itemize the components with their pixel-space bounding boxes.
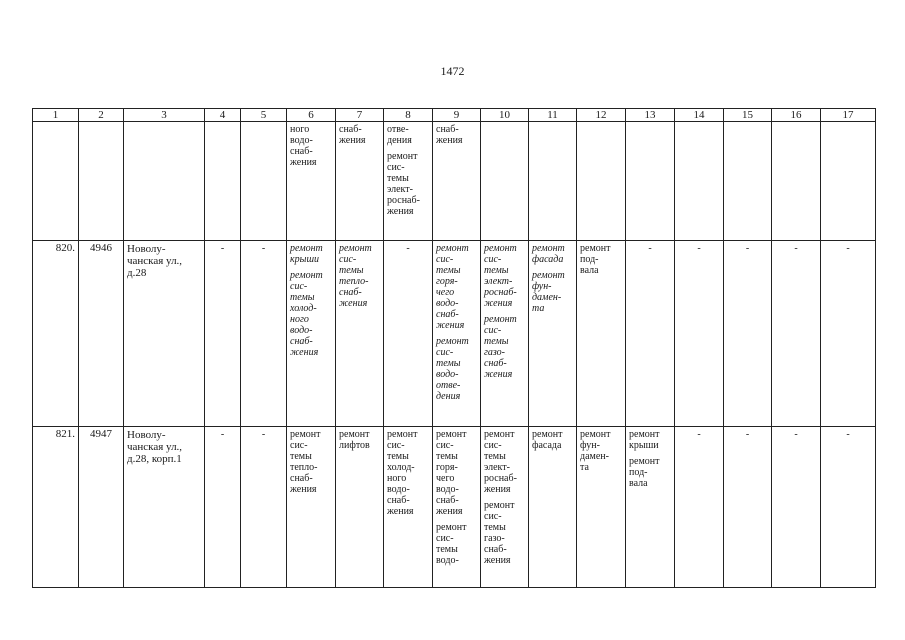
- column-number-row: [33, 109, 876, 122]
- col-header: 6: [287, 109, 336, 122]
- work-cell: [481, 122, 529, 241]
- cell-col15: -: [724, 427, 772, 588]
- work-entry: ремонт фун- дамен- та: [532, 270, 565, 314]
- work-cell: [626, 241, 675, 427]
- work-cell: [287, 241, 336, 427]
- cell-col5: -: [241, 241, 287, 427]
- cell-col15: -: [724, 241, 772, 427]
- address-line: д.28, корп.1: [127, 453, 182, 465]
- col-header: 3: [124, 109, 205, 122]
- repair-schedule-table: [32, 108, 876, 588]
- cell-col14: -: [675, 241, 724, 427]
- work-cell: [384, 427, 433, 588]
- cell-col15: [724, 122, 772, 241]
- address-line: чанская ул.,: [127, 255, 183, 267]
- col-header: 13: [626, 109, 675, 122]
- work-entry: -: [406, 243, 410, 254]
- col-header: 17: [821, 109, 876, 122]
- cell-col4: -: [205, 427, 241, 588]
- work-entry: ремонт фасада: [532, 429, 563, 451]
- work-cell: [529, 241, 577, 427]
- col-header: 8: [384, 109, 433, 122]
- work-cell: [626, 427, 675, 588]
- work-cell: [577, 427, 626, 588]
- work-cell: [577, 122, 626, 241]
- row-number: [33, 122, 79, 241]
- col-header: 10: [481, 109, 529, 122]
- work-cell: [433, 241, 481, 427]
- work-cell: [433, 122, 481, 241]
- cell-col5: -: [241, 427, 287, 588]
- table-row: [33, 427, 876, 588]
- cell-col14: -: [675, 427, 724, 588]
- work-entry: ремонт под- вала: [580, 243, 611, 276]
- work-entry: ремонт крыши: [290, 243, 323, 265]
- building-code: 4946: [79, 241, 124, 427]
- address: [124, 241, 205, 427]
- work-entry: снаб- жения: [436, 124, 463, 146]
- col-header: 14: [675, 109, 724, 122]
- cell-col4: -: [205, 241, 241, 427]
- cell-col4: [205, 122, 241, 241]
- work-entry: ремонт сис- темы горя- чего водо- снаб- жения: [436, 429, 467, 517]
- work-cell: [384, 122, 433, 241]
- building-code: 4947: [79, 427, 124, 588]
- work-entry: ремонт сис- темы водо-: [436, 522, 467, 566]
- work-entry: ремонт фасада: [532, 243, 565, 265]
- col-header: 7: [336, 109, 384, 122]
- work-entry: отве- дения: [387, 124, 412, 146]
- cell-col5: [241, 122, 287, 241]
- address-line: Новолу-: [127, 429, 166, 441]
- work-cell: [384, 241, 433, 427]
- address: [124, 122, 205, 241]
- col-header: 4: [205, 109, 241, 122]
- col-header: 1: [33, 109, 79, 122]
- work-cell: [529, 427, 577, 588]
- address-line: чанская ул.,: [127, 441, 183, 453]
- work-entry: ремонт сис- темы газо- снаб- жения: [484, 500, 515, 566]
- work-entry: ремонт сис- темы газо- снаб- жения: [484, 314, 517, 380]
- work-entry: ремонт сис- темы водо- отве- дения: [436, 336, 469, 402]
- work-entry: ремонт сис- темы элект- роснаб- жения: [484, 429, 517, 495]
- col-header: 2: [79, 109, 124, 122]
- cell-col16: -: [772, 427, 821, 588]
- cell-col14: [675, 122, 724, 241]
- work-cell: [336, 427, 384, 588]
- work-cell: [287, 427, 336, 588]
- work-cell: [481, 241, 529, 427]
- cell-col17: -: [821, 427, 876, 588]
- col-header: 11: [529, 109, 577, 122]
- work-cell: [336, 241, 384, 427]
- address-line: Новолу-: [127, 243, 166, 255]
- cell-col17: [821, 122, 876, 241]
- cell-col16: [772, 122, 821, 241]
- work-entry: ремонт под- вала: [629, 456, 660, 489]
- table-row: [33, 241, 876, 427]
- col-header: 9: [433, 109, 481, 122]
- work-cell: [336, 122, 384, 241]
- col-header: 15: [724, 109, 772, 122]
- work-entry: ремонт лифтов: [339, 429, 370, 451]
- address-line: д.28: [127, 267, 147, 279]
- work-entry: снаб- жения: [339, 124, 366, 146]
- work-entry: ремонт сис- темы элект- роснаб- жения: [484, 243, 517, 309]
- col-header: 5: [241, 109, 287, 122]
- work-cell: [577, 241, 626, 427]
- work-cell: [529, 122, 577, 241]
- work-entry: ремонт сис- темы холод- ного водо- снаб- жения: [387, 429, 418, 517]
- work-cell: [433, 427, 481, 588]
- work-entry: ремонт сис- темы тепло- снаб- жения: [339, 243, 372, 309]
- work-entry: ремонт фун- дамен- та: [580, 429, 611, 473]
- work-cell: [626, 122, 675, 241]
- table-row: [33, 122, 876, 241]
- row-number: 821.: [33, 427, 79, 588]
- cell-col17: -: [821, 241, 876, 427]
- cell-col16: -: [772, 241, 821, 427]
- work-entry: ремонт сис- темы тепло- снаб- жения: [290, 429, 321, 495]
- page-number: 1472: [440, 64, 465, 78]
- work-entry: ремонт сис- темы холод- ного водо- снаб- жения: [290, 270, 323, 358]
- building-code: [79, 122, 124, 241]
- work-entry: ремонт сис- темы элект- роснаб- жения: [387, 151, 420, 217]
- work-entry: ремонт крыши: [629, 429, 660, 451]
- work-entry: ного водо- снаб- жения: [290, 124, 317, 168]
- work-cell: [287, 122, 336, 241]
- col-header: 12: [577, 109, 626, 122]
- row-number: 820.: [33, 241, 79, 427]
- work-entry: -: [648, 243, 652, 254]
- work-entry: ремонт сис- темы горя- чего водо- снаб- жения: [436, 243, 469, 331]
- col-header: 16: [772, 109, 821, 122]
- work-cell: [481, 427, 529, 588]
- address: [124, 427, 205, 588]
